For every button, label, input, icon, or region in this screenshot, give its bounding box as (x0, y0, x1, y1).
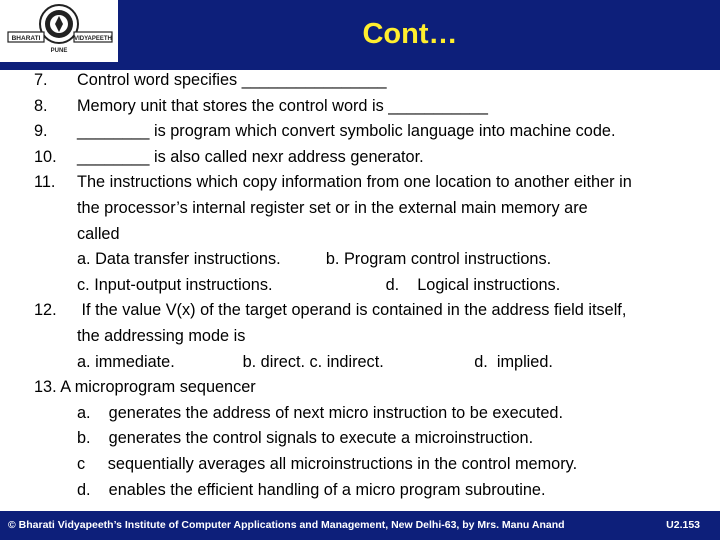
question-line (34, 350, 704, 376)
question-text: Memory unit that stores the control word is ___________ (77, 96, 488, 115)
footer-bar (0, 511, 720, 540)
question-text: c sequentially averages all microinstructions in the control memory. (77, 454, 578, 473)
question-line (34, 145, 704, 171)
question-text: called (77, 224, 120, 243)
question-line (34, 119, 704, 145)
question-number: 11. (34, 173, 56, 192)
question-list (34, 68, 704, 503)
question-line (34, 273, 704, 299)
question-text: The instructions which copy information from one location to another either in (77, 173, 632, 192)
question-text: Control word specifies ________________ (77, 71, 387, 89)
question-number: 7. (34, 71, 48, 89)
question-text: ________ is also called nexr address generator. (77, 147, 424, 166)
question-text: ________ is program which convert symbolic language into machine code. (77, 122, 616, 141)
question-number: 9. (34, 122, 48, 141)
question-line (34, 426, 704, 452)
svg-text:BHARATI: BHARATI (11, 35, 41, 42)
question-text: d. enables the efficient handling of a micro program subroutine. (77, 480, 546, 499)
page-title: Cont… (362, 18, 458, 50)
question-text: c. Input-output instructions. d. Logical instructions. (77, 275, 561, 294)
header-bar (0, 0, 720, 70)
question-text: a. generates the address of next micro instruction to be executed. (77, 403, 563, 422)
question-line (34, 94, 704, 120)
footer-credit: © Bharati Vidyapeeth’s Institute of Computer Applications and Management, New Delhi-63, by Mrs. Manu Anand (8, 519, 565, 531)
slide-number: U2.153 (666, 519, 700, 531)
question-line (34, 324, 704, 350)
question-line (34, 247, 704, 273)
question-number: 8. (34, 96, 48, 115)
question-line (34, 298, 704, 324)
question-line (34, 401, 704, 427)
question-text: If the value V(x) of the target operand is contained in the address field itself, (77, 301, 627, 320)
question-text: the addressing mode is (77, 326, 246, 345)
question-number: 12. (34, 301, 57, 320)
svg-text:PUNE: PUNE (50, 48, 68, 54)
question-text: b. generates the control signals to execute a microinstruction. (77, 429, 534, 448)
svg-text:VIDYAPEETH: VIDYAPEETH (74, 36, 112, 42)
question-number: 10. (34, 147, 57, 166)
question-line (34, 478, 704, 504)
question-line (34, 375, 704, 401)
question-line (34, 196, 704, 222)
question-text: a. immediate. b. direct. c. indirect. d. implied. (77, 352, 553, 371)
question-number: 13. A microprogram sequencer (34, 378, 256, 397)
question-text: a. Data transfer instructions. b. Program control instructions. (77, 250, 552, 269)
question-text: the processor’s internal register set or in the external main memory are (77, 198, 588, 217)
question-line (34, 68, 704, 94)
question-line (34, 452, 704, 478)
question-line (34, 222, 704, 248)
question-line (34, 170, 704, 196)
